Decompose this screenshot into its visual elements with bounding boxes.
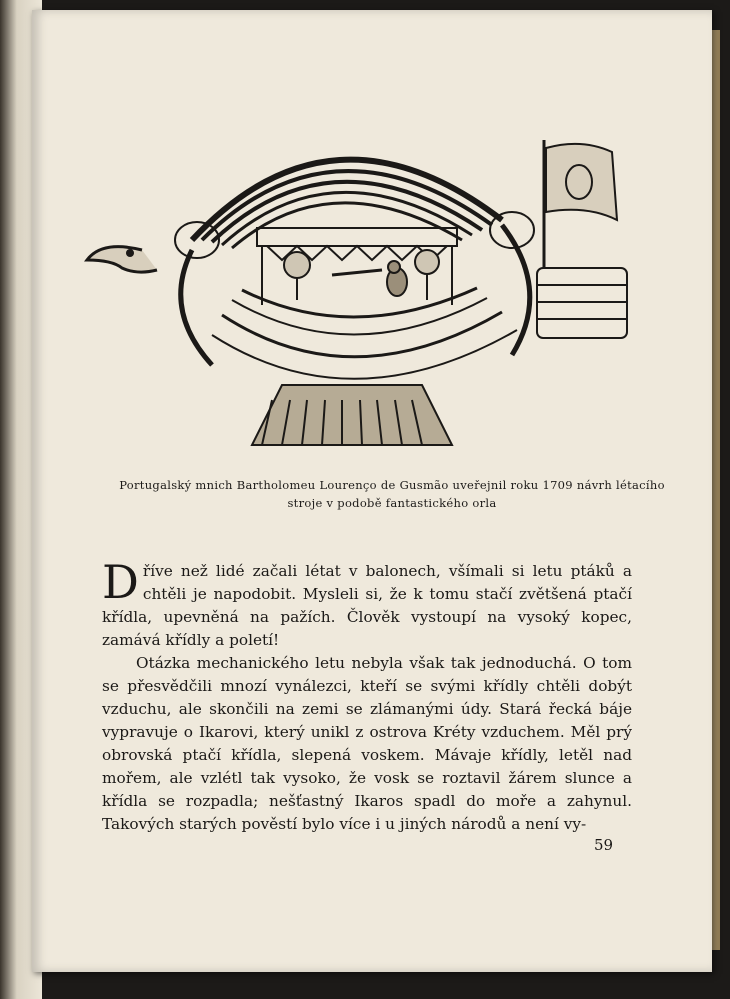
caption-line-2: stroje v podobě fantastického orla — [287, 496, 497, 510]
page-number: 59 — [594, 836, 614, 854]
flying-machine-engraving — [82, 100, 662, 460]
paragraph-2: Otázka mechanického letu nebyla však tak jednoduchá. O tom se přesvědčili mnozí vynálezci, kteří se svými křídly chtěli dobýt vzduchu, ale skončili na zemi se zlámanými údy. Stará řecká báje vypravuje o Ikarovi, který unikl z ostrova Kréty vzduchem. Měl prý obrovská ptačí křídla, slepená voskem. Mávaje křídly, letěl nad mořem, ale vzlétl tak vysoko, že vosk se roztavil žárem slunce a křídla se rozpadla; nešťastný Ikaros spadl do moře a zahynul. Takových starých pověstí bylo více i u jiných národů a není vy- — [102, 654, 632, 833]
body-text — [102, 555, 632, 836]
book-page — [32, 10, 712, 972]
paragraph-1 — [102, 555, 632, 652]
illustration-caption — [92, 476, 692, 512]
drop-cap: D — [102, 555, 139, 609]
paragraph-1-text: říve než lidé začali létat v balonech, všímali si letu ptáků a chtěli je napodobit. Mysleli si, že k tomu stačí zvětšená ptačí křídla, upevněná na pažích. Člověk vystoupí na vysoký kopec, zamává křídly a poletí! — [102, 562, 632, 649]
caption-line-1: Portugalský mnich Bartholomeu Lourenço de Gusmão uveřejnil roku 1709 návrh létacího — [119, 478, 665, 492]
